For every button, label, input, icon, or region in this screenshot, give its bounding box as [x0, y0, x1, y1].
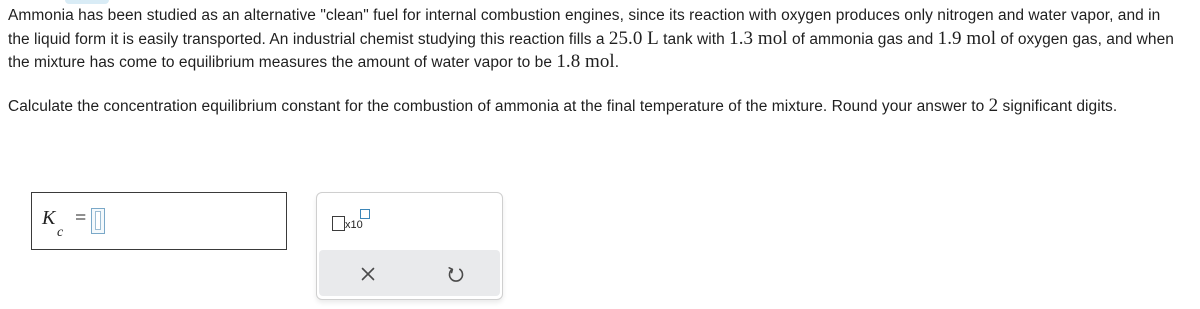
sig-figs-number: 2: [988, 95, 999, 116]
action-bar: [319, 250, 500, 296]
undo-button[interactable]: [444, 262, 468, 286]
top-tab-indicator: [65, 0, 109, 4]
answer-box: [31, 192, 287, 250]
input-cursor: [95, 211, 101, 230]
ammonia-amount: 1.3 mol: [729, 27, 788, 49]
problem-text-3: of ammonia gas and: [787, 30, 938, 48]
kc-subscript: c: [57, 225, 64, 240]
equals-sign: =: [75, 207, 87, 229]
undo-icon: [444, 262, 468, 286]
tank-volume: 25.0 L: [608, 27, 659, 49]
question-text-1: Calculate the concentration equilibrium constant for the combustion of ammonia at the final temperature of the mixture. Round your answer to: [8, 98, 989, 115]
x-icon: [356, 262, 380, 286]
tool-panel: [316, 192, 503, 300]
base-placeholder-box: [332, 216, 345, 231]
problem-statement: [8, 5, 1186, 75]
question-text-2: significant digits.: [998, 98, 1118, 115]
problem-text-5: .: [614, 54, 620, 71]
x10-label: x10: [345, 219, 363, 231]
answer-input[interactable]: [91, 208, 105, 234]
exponent-placeholder-box: [360, 209, 370, 219]
clear-button[interactable]: [356, 262, 380, 286]
problem-text-4: of oxygen gas, and when the mixture has come to equilibrium measures the amount of water vapor to be: [8, 30, 1174, 71]
kc-symbol: K: [42, 207, 56, 229]
problem-text-1: Ammonia has been studied as an alternative "clean" fuel for internal combustion engines, since its reaction with oxygen produces only nitrogen and water vapor, and in the liquid form it is easily transported. An industrial chemist studying this reaction fills a: [8, 7, 1161, 48]
problem-text-2: tank with: [658, 30, 730, 48]
question-prompt: [8, 95, 1186, 119]
water-amount: 1.8 mol: [556, 51, 615, 72]
oxygen-amount: 1.9 mol: [937, 27, 997, 49]
scientific-notation-button[interactable]: [332, 209, 368, 233]
